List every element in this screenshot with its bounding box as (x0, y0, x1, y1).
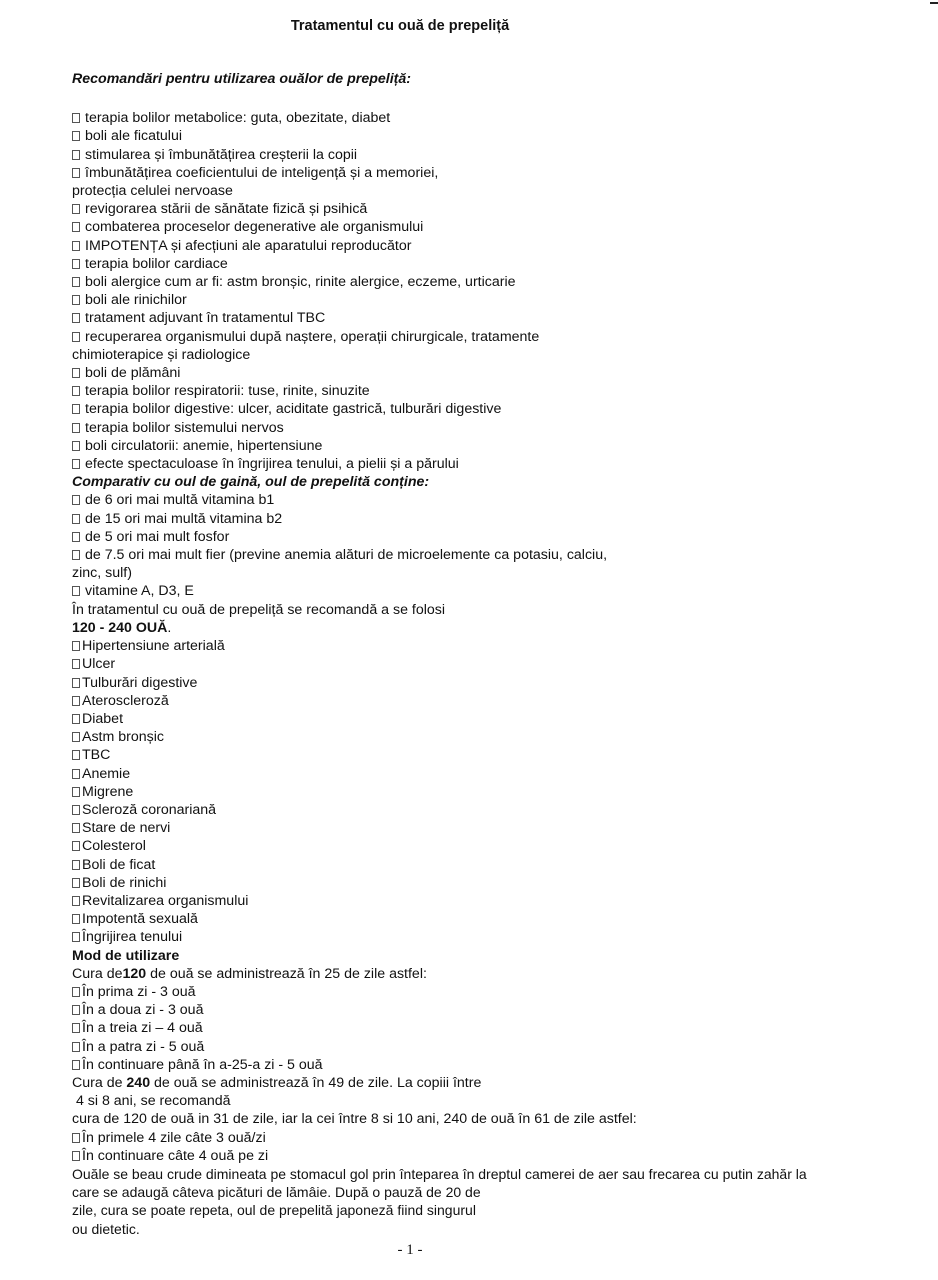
usage-heading: Mod de utilizare (72, 947, 180, 964)
list-item: de 15 ori mai multă vitamina b2 (72, 510, 922, 528)
list-item: Ateroscleroză (72, 692, 922, 710)
checkbox-glyph-icon (72, 1042, 80, 1052)
list-item: terapia bolilor sistemului nervos (72, 419, 922, 437)
list-item: boli de plămâni (72, 364, 922, 382)
list-item: terapia bolilor respiratorii: tuse, rinite, sinuzite (72, 382, 922, 400)
comparison-heading: Comparativ cu oul de gaină, oul de prepelită conține: (72, 474, 430, 491)
checkbox-glyph-icon (72, 696, 80, 706)
checkbox-glyph-icon (72, 295, 80, 305)
list-item: Revitalizarea organismului (72, 892, 922, 910)
checkbox-glyph-icon (72, 914, 80, 924)
cure-240-line2: 4 si 8 ani, se recomandă (72, 1093, 231, 1110)
list-item: În prima zi - 3 ouă (72, 983, 922, 1001)
checkbox-glyph-icon (72, 1133, 80, 1143)
paragraph-line: zile, cura se poate repeta, oul de prepelită japoneză fiind singurul (72, 1202, 476, 1219)
list-item: vitamine A, D3, E (72, 582, 922, 600)
checkbox-glyph-icon (72, 678, 80, 688)
list-item: Colesterol (72, 837, 922, 855)
cure-120-steps (72, 983, 922, 1074)
checkbox-glyph-icon (72, 1151, 80, 1161)
checkbox-glyph-icon (72, 459, 80, 469)
checkbox-glyph-icon (72, 841, 80, 851)
checkbox-glyph-icon (72, 441, 80, 451)
page-number: - 1 - (397, 1242, 423, 1258)
list-item: În continuare până în a-25-a zi - 5 ouă (72, 1056, 922, 1074)
scan-corner-mark (930, 2, 938, 4)
list-item: de 7.5 ori mai mult fier (previne anemia alături de microelemente ca potasiu, calciu, (72, 546, 922, 564)
list-item: combaterea proceselor degenerative ale organismului (72, 218, 922, 236)
checkbox-glyph-icon (72, 932, 80, 942)
list-item: îmbunătățirea coeficientului de inteligență și a memoriei, (72, 164, 922, 182)
cure-240-intro: Cura de 240 de ouă se administrează în 49 de zile. La copiii între (72, 1074, 482, 1091)
list-item: boli ale ficatului (72, 127, 922, 145)
checkbox-glyph-icon (72, 150, 80, 160)
checkbox-glyph-icon (72, 805, 80, 815)
list-item: de 6 ori mai multă vitamina b1 (72, 491, 922, 509)
checkbox-glyph-icon (72, 987, 80, 997)
checkbox-glyph-icon (72, 332, 80, 342)
list-item: În a treia zi – 4 ouă (72, 1019, 922, 1037)
comparison-list (72, 491, 922, 600)
checkbox-glyph-icon (72, 1023, 80, 1033)
checkbox-glyph-icon (72, 495, 80, 505)
recommendations-list (72, 109, 922, 473)
checkbox-glyph-icon (72, 113, 80, 123)
list-item: Boli de rinichi (72, 874, 922, 892)
cure-120-intro: Cura de120 de ouă se administrează în 25 de zile astfel: (72, 965, 427, 982)
list-item: Îngrijirea tenului (72, 928, 922, 946)
checkbox-glyph-icon (72, 222, 80, 232)
checkbox-glyph-icon (72, 1005, 80, 1015)
list-item: Ulcer (72, 655, 922, 673)
cure-240-line3: cura de 120 de ouă in 31 de zile, iar la cei între 8 si 10 ani, 240 de ouă în 61 de zile astfel: (72, 1111, 637, 1128)
document-body (72, 70, 922, 1238)
checkbox-glyph-icon (72, 750, 80, 760)
checkbox-glyph-icon (72, 131, 80, 141)
list-item: IMPOTENȚA și afecțiuni ale aparatului reproducător (72, 237, 922, 255)
checkbox-glyph-icon (72, 404, 80, 414)
list-item: Impotentă sexuală (72, 910, 922, 928)
list-item: Hipertensiune arterială (72, 637, 922, 655)
paragraph-line: Ouăle se beau crude dimineata pe stomacul gol prin înteparea în dreptul camerei de aer sau frecarea cu putin zahăr la (72, 1165, 807, 1182)
list-item: boli ale rinichilor (72, 291, 922, 309)
conditions-list (72, 637, 922, 946)
checkbox-glyph-icon (72, 896, 80, 906)
list-item: stimularea și îmbunătățirea creșterii la copii (72, 146, 922, 164)
list-item: tratament adjuvant în tratamentul TBC (72, 309, 922, 327)
list-item: Boli de ficat (72, 856, 922, 874)
list-item: În continuare câte 4 ouă pe zi (72, 1147, 922, 1165)
checkbox-glyph-icon (72, 641, 80, 651)
checkbox-glyph-icon (72, 659, 80, 669)
list-item: de 5 ori mai mult fosfor (72, 528, 922, 546)
list-item: terapia bolilor digestive: ulcer, aciditate gastrică, tulburări digestive (72, 400, 922, 418)
list-item: Tulburări digestive (72, 674, 922, 692)
checkbox-glyph-icon (72, 787, 80, 797)
final-paragraph (72, 1165, 922, 1238)
checkbox-glyph-icon (72, 368, 80, 378)
list-item: Diabet (72, 710, 922, 728)
checkbox-glyph-icon (72, 514, 80, 524)
list-item-continuation: protecția celulei nervoase (72, 183, 233, 200)
list-item: Anemie (72, 765, 922, 783)
list-item: Astm bronșic (72, 728, 922, 746)
paragraph-line: ou dietetic. (72, 1220, 140, 1237)
paragraph-line: care se adaugă câteva picături de lămâie. După o pauză de 20 de (72, 1184, 481, 1201)
checkbox-glyph-icon (72, 732, 80, 742)
list-item: recuperarea organismului după naștere, operații chirurgicale, tratamente (72, 328, 922, 346)
list-item: boli circulatorii: anemie, hipertensiune (72, 437, 922, 455)
list-item: efecte spectaculoase în îngrijirea tenului, a pielii și a părului (72, 455, 922, 473)
checkbox-glyph-icon (72, 860, 80, 870)
checkbox-glyph-icon (72, 586, 80, 596)
checkbox-glyph-icon (72, 423, 80, 433)
list-item: Scleroză coronariană (72, 801, 922, 819)
list-item: În a doua zi - 3 ouă (72, 1001, 922, 1019)
checkbox-glyph-icon (72, 714, 80, 724)
recommendations-heading: Recomandări pentru utilizarea ouălor de prepeliță: (72, 71, 411, 87)
treatment-intro: În tratamentul cu ouă de prepeliță se recomandă a se folosi (72, 601, 446, 618)
cure-240-steps (72, 1129, 922, 1165)
checkbox-glyph-icon (72, 769, 80, 779)
checkbox-glyph-icon (72, 550, 80, 560)
checkbox-glyph-icon (72, 241, 80, 251)
checkbox-glyph-icon (72, 1060, 80, 1070)
list-item: Migrene (72, 783, 922, 801)
list-item: TBC (72, 746, 922, 764)
list-item-continuation: chimioterapice și radiologice (72, 346, 251, 363)
checkbox-glyph-icon (72, 204, 80, 214)
checkbox-glyph-icon (72, 277, 80, 287)
checkbox-glyph-icon (72, 823, 80, 833)
treatment-quantity: 120 - 240 OUĂ. (72, 619, 172, 636)
checkbox-glyph-icon (72, 313, 80, 323)
checkbox-glyph-icon (72, 878, 80, 888)
checkbox-glyph-icon (72, 532, 80, 542)
checkbox-glyph-icon (72, 386, 80, 396)
list-item: În a patra zi - 5 ouă (72, 1038, 922, 1056)
list-item-continuation: zinc, sulf) (72, 565, 132, 582)
checkbox-glyph-icon (72, 259, 80, 269)
list-item: revigorarea stării de sănătate fizică și psihică (72, 200, 922, 218)
list-item: În primele 4 zile câte 3 ouă/zi (72, 1129, 922, 1147)
checkbox-glyph-icon (72, 168, 80, 178)
list-item: boli alergice cum ar fi: astm bronșic, rinite alergice, eczeme, urticarie (72, 273, 922, 291)
list-item: Stare de nervi (72, 819, 922, 837)
list-item: terapia bolilor cardiace (72, 255, 922, 273)
document-title: Tratamentul cu ouă de prepeliță (290, 18, 510, 34)
list-item: terapia bolilor metabolice: guta, obezitate, diabet (72, 109, 922, 127)
